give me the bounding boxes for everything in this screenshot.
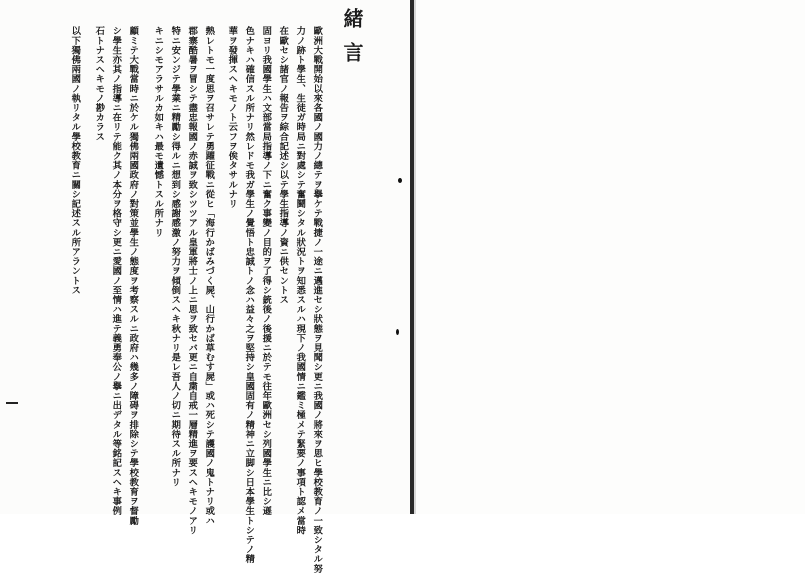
right-page <box>416 0 805 514</box>
text-column: 顧ミテ大戰當時ニ於ケル獨佛兩國政府ノ對策並學生ノ態度ヲ考察スルニ政府ハ幾多ノ障碍ヲ排除シテ學校教育ヲ督勵 <box>127 26 139 526</box>
text-column: 色ナキハ確信スル所ナリ然レドモ我ガ學生ノ覺悟ト忠誠トノ念ハ益々之ヲ堅持シ皇國固有ノ精神ニ立脚シ日本學生トシテノ精 <box>243 26 255 564</box>
text-column: 郡寨酷暑ヲ冒シテ盡忠報國ノ赤誠ヲ致シツツアル皇軍將士ノ上ニ思ヲ致セバ更ニ自粛自戒一層精進ヲ要スヘキモノアリ <box>186 26 198 535</box>
text-column: 石トナスヘキモノ尠カラス <box>93 26 105 142</box>
ink-spot <box>398 178 402 183</box>
text-column: 力ノ跡ト學生、生徒ガ時局ニ對處シテ奮鬪シタル狀況トヲ知悉スルハ現下ノ我國情ニ鑑ミ極メテ緊要ノ事項ト認メ當時 <box>294 26 306 535</box>
text-column: 特ニ安ンジテ學業ニ精勵シ得ルニ想到シ感謝感激ノ努力ヲ傾倒スヘキ秋ナリ是レ吾人ノ切ニ期待スル所ナリ <box>169 26 181 487</box>
ink-spot <box>396 329 399 335</box>
page-number <box>6 402 18 404</box>
text-column: 固ヨリ我國學生ハ文部當局指導ノ下ニ奮ク事變ノ目的ヲ了得シ銃後ノ後援ニ於テモ往年歐洲セシ列國學生ニ比シ遜 <box>260 26 272 516</box>
text-column: 在歐セシ諸官ノ報告ヲ綜合記述シ以テ學生指導ノ資ニ供セントス <box>277 26 289 305</box>
text-column: 以下獨佛兩國ノ執リタル學校教育ニ關シ記述スル所アラントス <box>69 26 81 295</box>
text-column: 華ヲ發揮スヘキモノト云フヲ俟タサルナリ <box>226 26 238 209</box>
text-column: シ學生亦其ノ指導ニ在リテ能ク其ノ本分ヲ格守シ更ニ愛國ノ至情ハ進テ義勇奉公ノ擧ニ出デタル等銘記スヘキ事例 <box>110 26 122 516</box>
text-column: 熱レトモ一度思ヲ召サレテ勇躍征戰ニ從ヒ「海行かばみづく屍、山行かば草むす屍」或ハ死シテ護國ノ鬼トナリ或ハ <box>203 26 215 526</box>
text-column: キニシモアラサルカ如キハ最モ遺憾トスル所ナリ <box>152 26 164 238</box>
section-heading: 緒言 <box>340 8 364 76</box>
text-column: 歐洲大戰開始以來各國ノ國力ノ總テヲ擧ケテ戰捷ノ一途ニ邁進セシ狀態ヲ見聞シ更ニ我國ノ將來ヲ思ヒ學校教育ノ一致シタル努 <box>311 26 323 573</box>
